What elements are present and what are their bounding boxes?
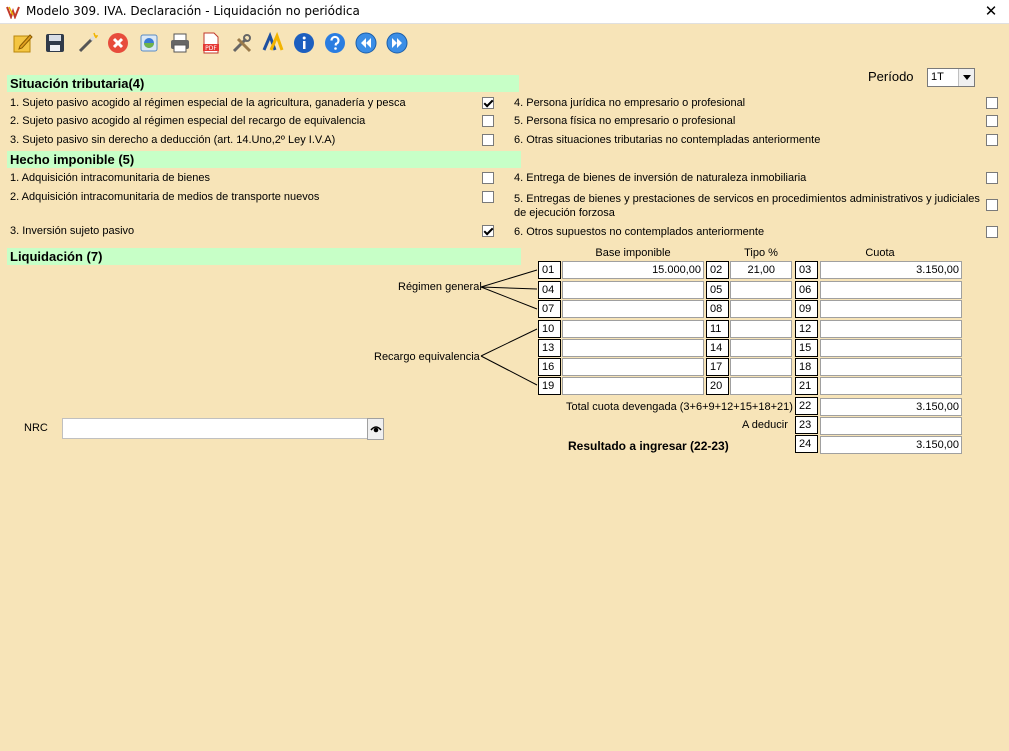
box-number: 03 [795,261,818,279]
base-imponible-field[interactable] [562,300,704,318]
cuota-field[interactable] [820,300,962,318]
nrc-reveal-button[interactable] [367,418,384,440]
cuota-header: Cuota [865,247,895,259]
situacion-option-3-label: 3. Sujeto pasivo sin derecho a deducción (art. 14.Uno,2º Ley I.V.A) [10,134,336,146]
nrc-input[interactable] [62,418,368,439]
resultado-field[interactable]: 3.150,00 [820,436,962,454]
box-number: 09 [795,300,818,318]
box-number: 07 [538,300,561,318]
cuota-field[interactable] [820,320,962,338]
box-number: 22 [795,397,818,415]
base-imponible-field[interactable] [562,377,704,395]
base-imponible-field[interactable] [562,320,704,338]
box-number: 05 [706,281,729,299]
tipo-field[interactable] [730,320,792,338]
box-number: 01 [538,261,561,279]
box-number: 11 [706,320,729,338]
hecho-option-5-label: 5. Entregas de bienes y prestaciones de servicos en procedimientos administrativos y judiciales de ejecución forzosa [514,193,980,219]
box-number: 10 [538,320,561,338]
periodo-label: Período [868,69,914,84]
nrc-label: NRC [24,422,48,434]
hecho-option-3-label: 3. Inversión sujeto pasivo [10,225,135,237]
tipo-field[interactable] [730,339,792,357]
hecho-option-6-label: 6. Otros supuestos no contemplados anteriormente [514,226,765,238]
tipo-field[interactable] [730,300,792,318]
recargo-equivalencia-label: Recargo equivalencia [374,351,480,363]
box-number: 19 [538,377,561,395]
hecho-option-4-label: 4. Entrega de bienes de inversión de naturaleza inmobiliaria [514,172,807,184]
a-deducir-field[interactable] [820,417,962,435]
box-number: 23 [795,416,818,434]
hecho-option-2-label: 2. Adquisición intracomunitaria de medios de transporte nuevos [10,191,320,203]
tipo-field[interactable] [730,358,792,376]
tipo-field[interactable]: 21,00 [730,261,792,279]
box-number: 24 [795,435,818,453]
cuota-field[interactable] [820,339,962,357]
box-number: 20 [706,377,729,395]
periodo-value: 1T [931,71,944,83]
total-cuota-label: Total cuota devengada (3+6+9+12+15+18+21) [566,401,793,413]
window-title: Modelo 309. IVA. Declaración - Liquidación no periódica [26,4,360,18]
hecho-option-1-label: 1. Adquisición intracomunitaria de bienes [10,172,210,184]
base-imponible-header: Base imponible [595,247,671,259]
box-number: 02 [706,261,729,279]
cuota-field[interactable] [820,358,962,376]
box-number: 04 [538,281,561,299]
tipo-field[interactable] [730,377,792,395]
base-imponible-field[interactable] [562,358,704,376]
cuota-field[interactable]: 3.150,00 [820,261,962,279]
base-imponible-field[interactable]: 15.000,00 [562,261,704,279]
box-number: 06 [795,281,818,299]
tipo-field[interactable] [730,281,792,299]
box-number: 15 [795,339,818,357]
box-number: 21 [795,377,818,395]
box-number: 12 [795,320,818,338]
cuota-field[interactable] [820,281,962,299]
box-number: 08 [706,300,729,318]
hecho-header: Hecho imponible (5) [7,151,521,168]
situacion-option-6-label: 6. Otras situaciones tributarias no contempladas anteriormente [514,134,821,146]
box-number: 14 [706,339,729,357]
a-deducir-label: A deducir [742,419,788,431]
base-imponible-field[interactable] [562,339,704,357]
situacion-option-1-label: 1. Sujeto pasivo acogido al régimen especial de la agricultura, ganadería y pesca [10,97,406,109]
cuota-field[interactable] [820,377,962,395]
box-number: 17 [706,358,729,376]
base-imponible-field[interactable] [562,281,704,299]
situacion-option-4-label: 4. Persona jurídica no empresario o profesional [514,97,746,109]
box-number: 16 [538,358,561,376]
box-number: 13 [538,339,561,357]
liquidacion-header: Liquidación (7) [7,248,521,265]
tipo-header: Tipo % [744,247,778,259]
pdf-icon-label: PDF [205,45,217,52]
total-cuota-field[interactable]: 3.150,00 [820,398,962,416]
box-number: 18 [795,358,818,376]
close-button[interactable]: ✕ [984,3,998,20]
situacion-option-5-label: 5. Persona física no empresario o profesional [514,115,736,127]
situacion-header: Situación tributaria(4) [7,75,519,92]
eye-icon [370,424,382,434]
resultado-label: Resultado a ingresar (22-23) [568,439,729,453]
situacion-option-2-label: 2. Sujeto pasivo acogido al régimen especial del recargo de equivalencia [10,115,366,127]
regimen-general-label: Régimen general [398,281,482,293]
